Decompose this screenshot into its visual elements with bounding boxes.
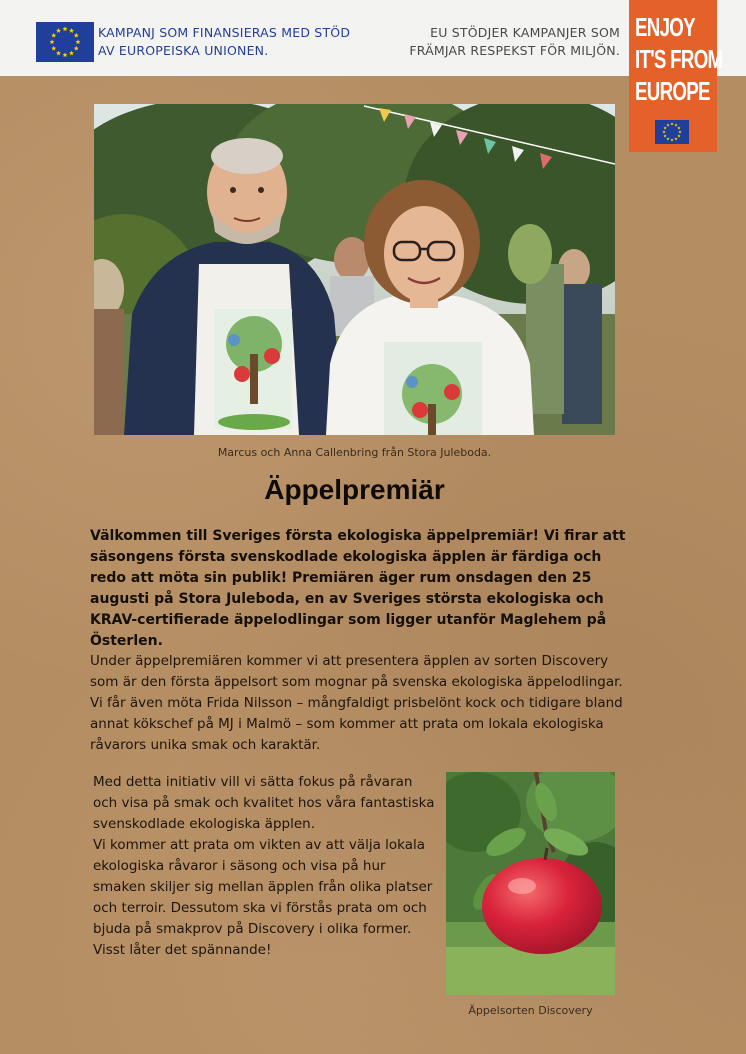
logo-line-2: IT'S FROM	[635, 44, 723, 74]
photo-discovery-apple	[446, 772, 615, 995]
eu-funding-line-1: KAMPANJ SOM FINANSIERAS MED STÖD	[98, 25, 351, 40]
article-paragraph-2a: Med detta initiativ vill vi sätta fokus på råvaran och visa på smak och kvalitet hos våra fantastiska svenskodlade ekologiska äpplen.	[93, 774, 435, 832]
article-paragraph-2b: Vi kommer att prata om vikten av att välja lokala ekologiska råvaror i säsong och visa på hur smaken skiljer sig mellan äpplen från olika platser och terroir. Dessutom ska vi förstås prata om och bjuda på smakprov på Discovery i olika former. Visst låter det spännande!	[93, 837, 433, 958]
article-paragraph-1: Under äppelpremiären kommer vi att presentera äpplen av sorten Discovery som är den första äppelsort som mognar på svenska ekologiska äppelodlingar. Vi får även möta Frida Nilsson – mångfaldigt prisbelönt kock och tidigare bland annat kökschef på MJ i Malmö – som kommer att prata om lokala ekologiska råvarors unika smak och karaktär.	[90, 653, 623, 753]
eu-environment-notice	[396, 24, 620, 60]
logo-line-3: EUROPE	[635, 76, 710, 106]
eu-funding-line-2: AV EUROPEISKA UNIONEN.	[98, 43, 269, 58]
article-intro: Välkommen till Sveriges första ekologiska äppelpremiär! Vi firar att säsongens första svenskodlade ekologiska äpplen är färdiga och redo att möta sin publik! Premiären äger rum onsdagen den 25 augusti på Stora Juleboda, en av Sveriges största ekologiska och KRAV-certifierade äppelodlingar som ligger utanför Maglehem på Österlen.	[90, 528, 626, 649]
eu-flag-small-icon	[655, 120, 689, 144]
eu-flag-icon	[36, 22, 94, 62]
enjoy-its-from-europe-logo	[629, 0, 723, 152]
eu-funding-notice	[98, 24, 388, 60]
logo-line-1: ENJOY	[635, 12, 695, 42]
photo-marcus-and-anna	[94, 104, 615, 435]
article-title: Äppelpremiär	[264, 474, 445, 505]
eu-environment-line-2: FRÄMJAR RESPEKST FÖR MILJÖN.	[409, 43, 620, 58]
eu-environment-line-1: EU STÖDJER KAMPANJER SOM	[430, 25, 620, 40]
apple-photo-caption: Äppelsorten Discovery	[468, 1004, 593, 1017]
article-paragraph-2	[93, 772, 438, 961]
main-photo-caption: Marcus och Anna Callenbring från Stora Juleboda.	[217, 446, 492, 459]
